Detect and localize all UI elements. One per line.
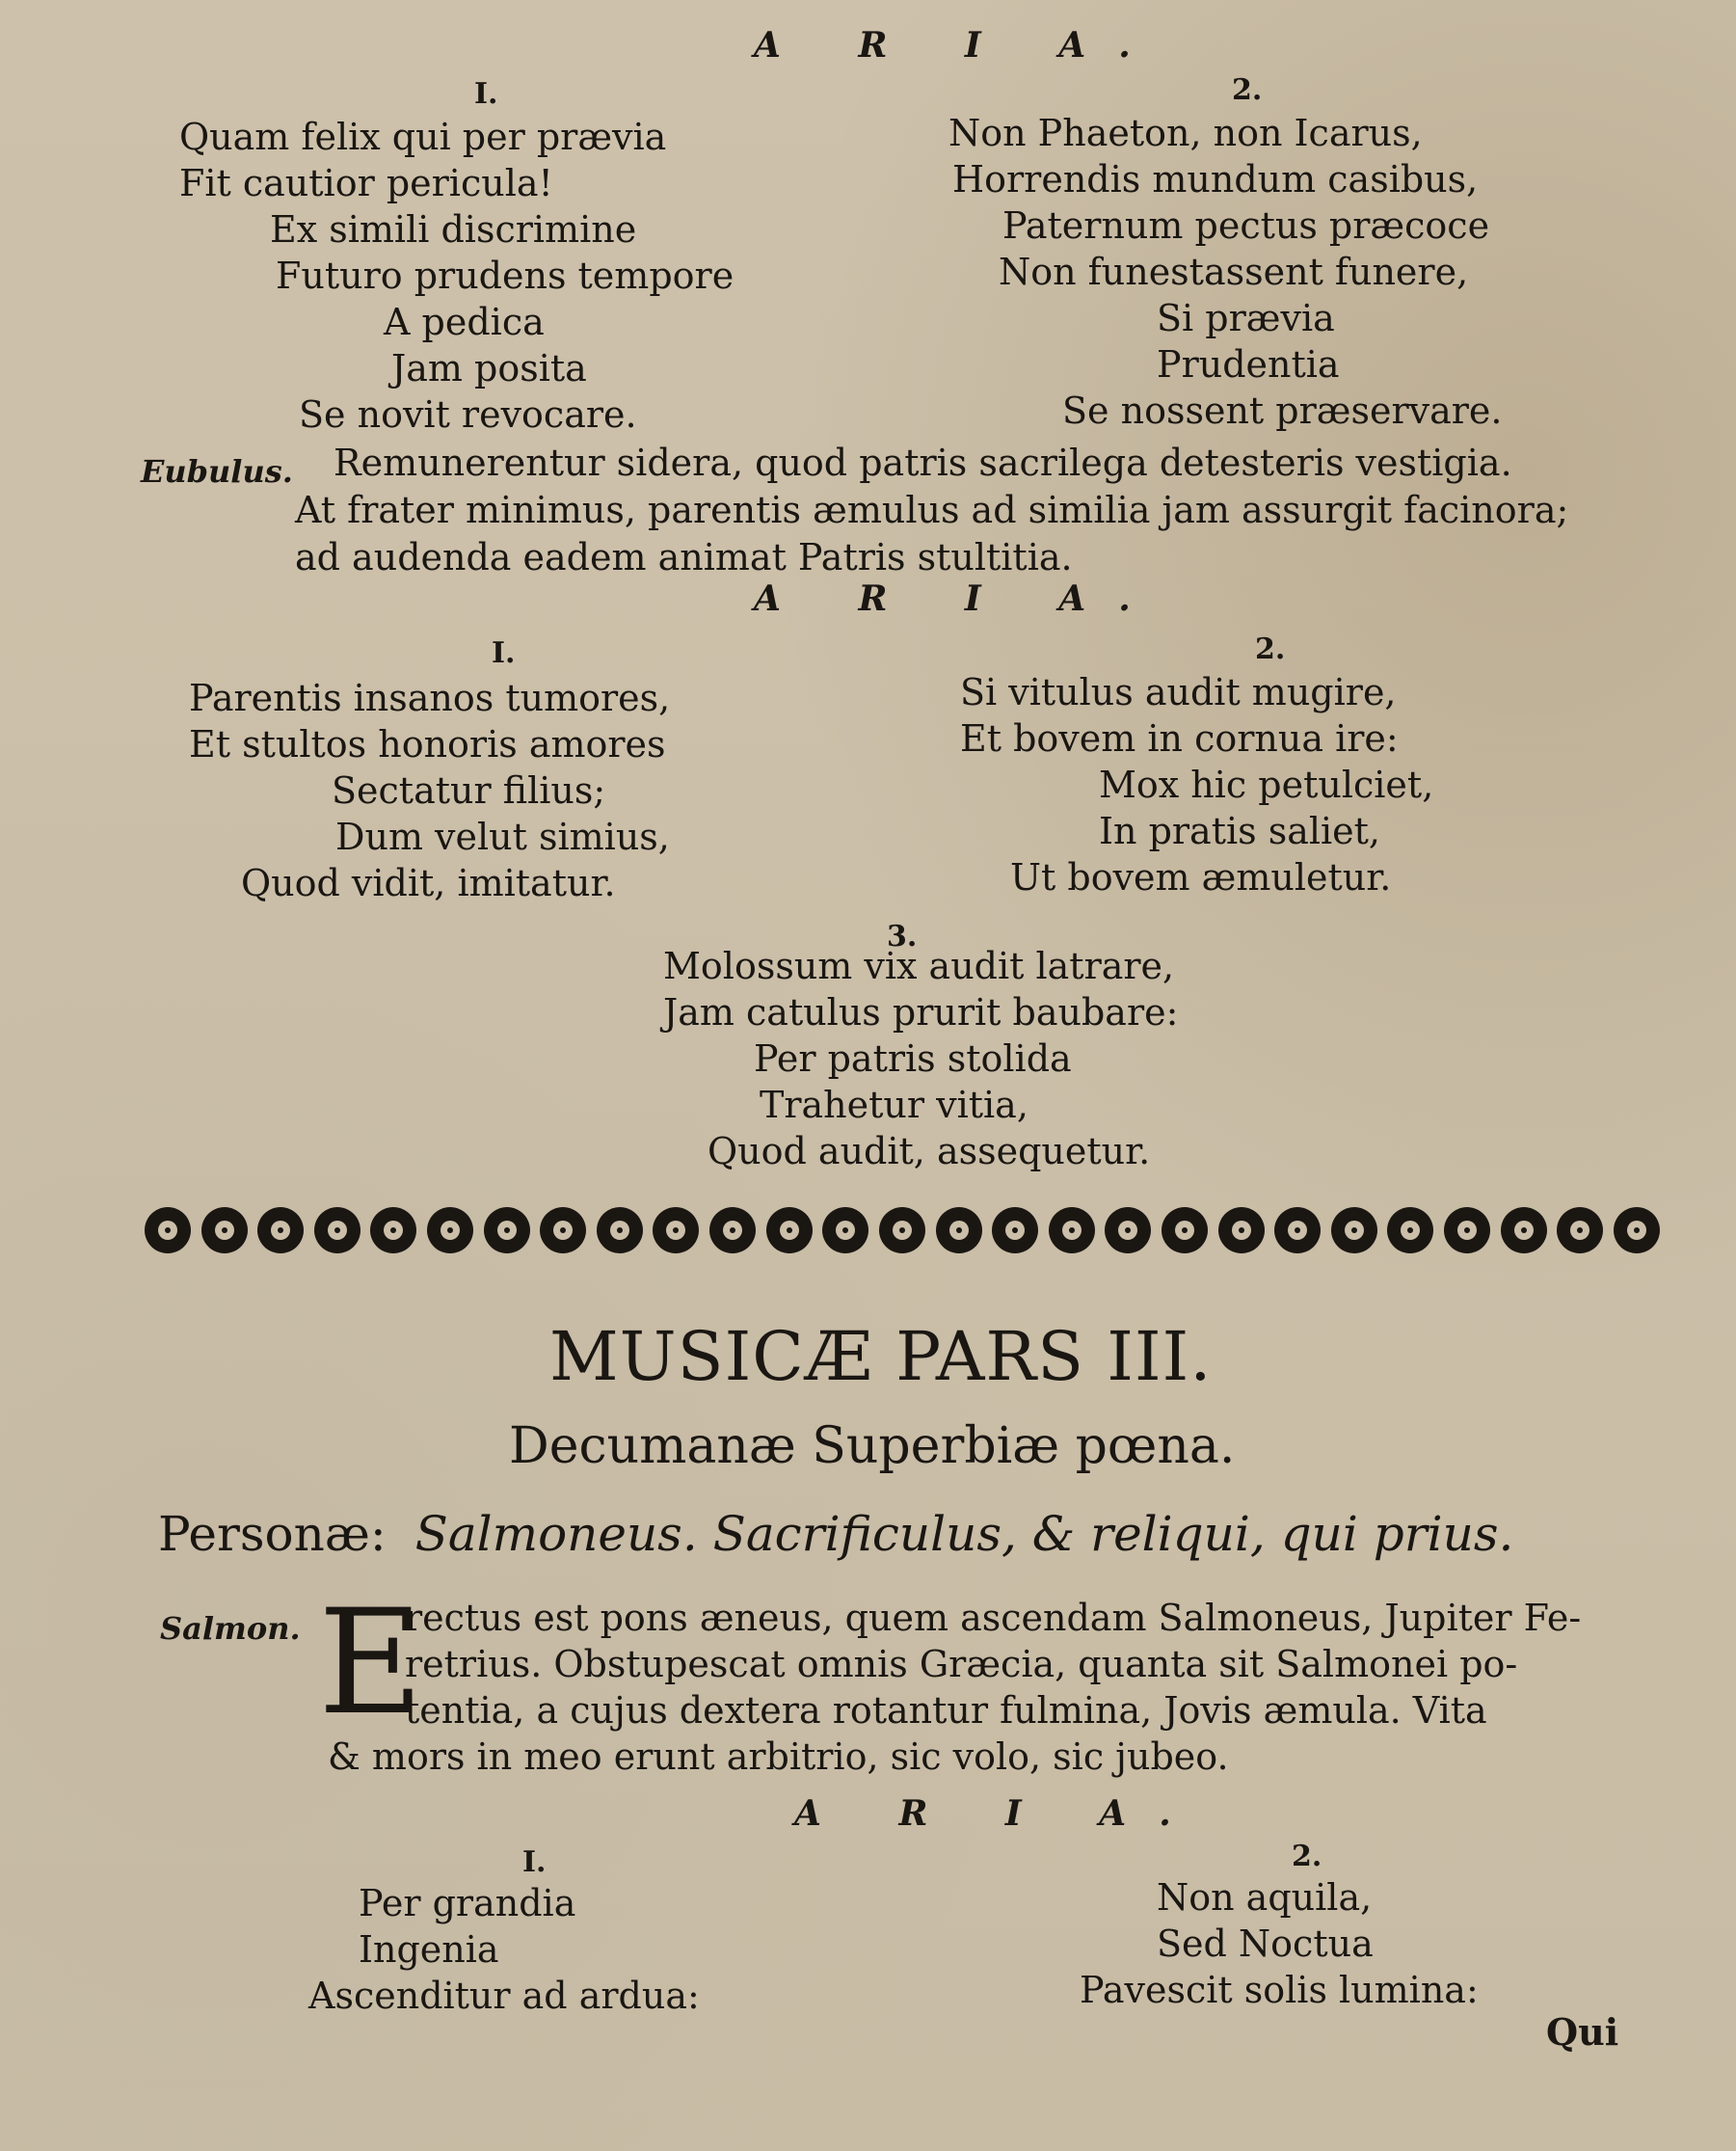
rosette-ornament	[597, 1207, 643, 1253]
verse-line: Si vitulus audit mugire,	[960, 671, 1397, 713]
speaker-name: Salmon.	[160, 1610, 301, 1647]
prose-line: ad audenda eadem animat Patris stultitia.	[295, 536, 1073, 578]
verse-line: Sed Noctua	[1157, 1922, 1374, 1965]
verse-line: Ut bovem æmuletur.	[1010, 856, 1392, 899]
verse-line: Per grandia	[359, 1882, 576, 1924]
verse-line: Non funestassent funere,	[999, 251, 1469, 293]
rosette-ornament	[879, 1207, 925, 1253]
rosette-ornament	[201, 1207, 248, 1253]
stanza-col1	[179, 114, 734, 438]
rosette-ornament	[540, 1207, 586, 1253]
verse-line: Se nossent præservare.	[1062, 390, 1503, 432]
stanza-number: I.	[492, 636, 516, 670]
verse-line: Fit cautior pericula!	[179, 162, 553, 204]
rosette-ornament	[1501, 1207, 1547, 1253]
verse-line: Ingenia	[359, 1928, 499, 1971]
stanza-number: 3.	[887, 920, 918, 954]
stanza-number: I.	[474, 77, 498, 111]
rosette-ornament	[1331, 1207, 1377, 1253]
rosette-ornament	[1614, 1207, 1660, 1253]
verse-line: Ascenditur ad ardua:	[308, 1975, 700, 2017]
section-subtitle: Decumanæ Superbiæ pœna.	[509, 1417, 1236, 1475]
prose-line: Remunerentur sidera, quod patris sacrilega detesteris vestigia.	[334, 442, 1512, 484]
verse-line: Quam felix qui per prævia	[179, 116, 667, 158]
rosette-ornament	[822, 1207, 868, 1253]
stanza-col1	[189, 675, 670, 906]
verse-line: Horrendis mundum casibus,	[952, 158, 1479, 201]
aria-heading: A R I A.	[794, 1793, 1204, 1834]
verse-line: Parentis insanos tumores,	[189, 677, 671, 719]
ornament-band	[145, 1203, 1660, 1257]
prose-line: rectus est pons æneus, quem ascendam Salmoneus, Jupiter Fe-	[405, 1597, 1582, 1639]
rosette-ornament	[1557, 1207, 1603, 1253]
rosette-ornament	[370, 1207, 416, 1253]
verse-line: Jam catulus prurit baubare:	[663, 991, 1179, 1034]
rosette-ornament	[427, 1207, 473, 1253]
stanza-number: 2.	[1232, 73, 1263, 107]
aria-heading: A R I A.	[754, 578, 1163, 619]
verse-line: Ex simili discrimine	[270, 208, 637, 251]
prose-line: At frater minimus, parentis æmulus ad similia jam assurgit facinora;	[295, 489, 1569, 531]
stanza-col3	[663, 943, 1178, 1174]
prose-line: retrius. Obstupescat omnis Græcia, quanta sit Salmonei po-	[405, 1643, 1518, 1685]
stanza-col1	[308, 1880, 700, 2019]
rosette-ornament	[1444, 1207, 1490, 1253]
rosette-ornament	[145, 1207, 191, 1253]
aria-heading: A R I A.	[754, 25, 1163, 66]
personae-list: Salmoneus. Sacrificulus, & reliqui, qui prius.	[414, 1506, 1514, 1562]
stanza-col2	[960, 669, 1433, 901]
rosette-ornament	[314, 1207, 361, 1253]
rosette-ornament	[766, 1207, 813, 1253]
stanza-number: 2.	[1292, 1840, 1322, 1873]
verse-line: Per patris stolida	[754, 1037, 1072, 1080]
catchword: Qui	[1546, 2010, 1619, 2054]
verse-line: Et stultos honoris amores	[189, 723, 666, 766]
section-title: MUSICÆ PARS III.	[549, 1317, 1213, 1396]
rosette-ornament	[653, 1207, 699, 1253]
personae-line	[158, 1506, 1513, 1562]
prose-paragraph	[295, 440, 1568, 581]
rosette-ornament	[1274, 1207, 1321, 1253]
stanza-number: I.	[522, 1845, 547, 1879]
stanza-col2	[948, 110, 1502, 434]
rosette-ornament	[1387, 1207, 1433, 1253]
rosette-ornament	[1105, 1207, 1151, 1253]
verse-line: Non Phaeton, non Icarus,	[948, 112, 1423, 154]
verse-line: Non aquila,	[1157, 1876, 1373, 1919]
rosette-ornament	[1218, 1207, 1265, 1253]
rosette-ornament	[484, 1207, 530, 1253]
speaker-name: Eubulus.	[141, 453, 293, 490]
rosette-ornament	[992, 1207, 1038, 1253]
rosette-ornament	[936, 1207, 982, 1253]
stanza-number: 2.	[1255, 632, 1286, 666]
rosette-ornament	[709, 1207, 756, 1253]
rosette-ornament	[1049, 1207, 1095, 1253]
verse-line: In pratis saliet,	[1099, 810, 1381, 852]
rosette-ornament	[257, 1207, 304, 1253]
verse-line: Pavescit solis lumina:	[1080, 1969, 1479, 2011]
verse-line: Quod vidit, imitatur.	[241, 862, 616, 904]
verse-line: Jam posita	[391, 347, 587, 390]
verse-line: Sectatur filius;	[332, 769, 606, 812]
verse-line: Quod audit, assequetur.	[708, 1130, 1151, 1172]
prose-line: & mors in meo erunt arbitrio, sic volo, sic jubeo.	[328, 1735, 1229, 1778]
verse-line: Trahetur vitia,	[760, 1084, 1028, 1126]
stanza-col2	[1080, 1874, 1479, 2013]
verse-line: A pedica	[384, 301, 545, 343]
verse-line: Paternum pectus præcoce	[1002, 204, 1490, 247]
personae-label: Personæ:	[158, 1506, 387, 1562]
prose-paragraph	[328, 1595, 1581, 1780]
prose-line: tentia, a cujus dextera rotantur fulmina, Jovis æmula. Vita	[405, 1689, 1487, 1732]
drop-capital: E	[318, 1579, 424, 1747]
verse-line: Prudentia	[1157, 343, 1340, 386]
verse-line: Futuro prudens tempore	[276, 255, 734, 297]
rosette-ornament	[1162, 1207, 1208, 1253]
verse-line: Et bovem in cornua ire:	[960, 717, 1399, 760]
verse-line: Molossum vix audit latrare,	[663, 945, 1175, 987]
verse-line: Se novit revocare.	[299, 393, 637, 436]
verse-line: Dum velut simius,	[335, 816, 670, 858]
verse-line: Si prævia	[1157, 297, 1335, 339]
verse-line: Mox hic petulciet,	[1099, 764, 1434, 806]
